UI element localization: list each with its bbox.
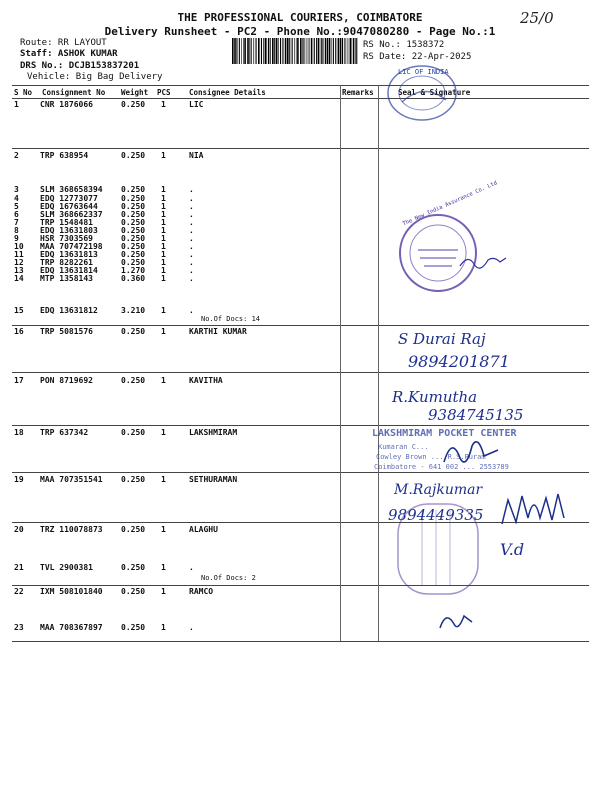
cell-pcs: 1 bbox=[161, 258, 166, 267]
cell-consignee: SETHURAMAN bbox=[189, 475, 238, 484]
cell-consignee: . bbox=[189, 234, 194, 243]
barcode-bar bbox=[329, 38, 331, 64]
col-header-consignee: Consignee Details bbox=[189, 88, 266, 97]
barcode-bar bbox=[289, 38, 290, 64]
barcode-bar bbox=[349, 38, 350, 64]
barcode-bar bbox=[287, 38, 289, 64]
barcode-bar bbox=[300, 38, 302, 64]
cell-consignment-no: SLM 368662337 bbox=[40, 210, 103, 219]
cell-consignment-no: PON 8719692 bbox=[40, 376, 93, 385]
rs-number: RS No.: 1538372 bbox=[363, 40, 445, 50]
cell-sno: 9 bbox=[14, 234, 19, 243]
rs-date: RS Date: 22-Apr-2025 bbox=[363, 52, 472, 62]
cell-pcs: 1 bbox=[161, 623, 166, 632]
cell-sno: 3 bbox=[14, 185, 19, 194]
barcode-bar bbox=[322, 38, 323, 64]
cell-consignee: . bbox=[189, 274, 194, 283]
cell-consignee: . bbox=[189, 226, 194, 235]
cell-consignment-no: EDQ 13631812 bbox=[40, 306, 98, 315]
handwritten-receiver-name: M.Rajkumar bbox=[394, 482, 483, 498]
cell-sno: 20 bbox=[14, 525, 24, 534]
cell-sno: 1 bbox=[14, 100, 19, 109]
barcode-bar bbox=[244, 38, 246, 64]
barcode-bar bbox=[265, 38, 267, 64]
cell-pcs: 1 bbox=[161, 151, 166, 160]
row-separator bbox=[12, 148, 589, 149]
barcode-bar bbox=[282, 38, 283, 64]
barcode-bar bbox=[314, 38, 315, 64]
col-header-weight: Weight bbox=[121, 88, 149, 97]
route-label: Route: RR LAYOUT bbox=[20, 38, 107, 48]
cell-consignee: ALAGHU bbox=[189, 525, 218, 534]
cell-weight: 0.250 bbox=[121, 250, 146, 259]
cell-consignment-no: HSR 7303569 bbox=[40, 234, 93, 243]
cell-weight: 0.250 bbox=[121, 234, 146, 243]
nia-stamp-text: The New India Assurance Co. Ltd bbox=[402, 180, 499, 228]
cell-sno: 5 bbox=[14, 202, 19, 211]
lakshmiram-stamp-line2: Kumaran C... bbox=[378, 443, 429, 451]
cell-weight: 0.250 bbox=[121, 587, 146, 596]
cell-consignee: . bbox=[189, 266, 194, 275]
cell-consignment-no: TVL 2900381 bbox=[40, 563, 93, 572]
cell-consignment-no: TRP 638954 bbox=[40, 151, 89, 160]
lic-stamp-text: LIC OF INDIA bbox=[398, 68, 449, 76]
cell-consignee: . bbox=[189, 210, 194, 219]
cell-consignee: . bbox=[189, 250, 194, 259]
cell-sno: 14 bbox=[14, 274, 24, 283]
cell-pcs: 1 bbox=[161, 587, 166, 596]
cell-weight: 0.250 bbox=[121, 218, 146, 227]
cell-weight: 0.250 bbox=[121, 100, 146, 109]
cell-sno: 17 bbox=[14, 376, 24, 385]
cell-consignee: KARTHI KUMAR bbox=[189, 327, 247, 336]
cell-weight: 0.250 bbox=[121, 185, 146, 194]
cell-weight: 3.210 bbox=[121, 306, 146, 315]
cell-sno: 15 bbox=[14, 306, 24, 315]
row19-signature bbox=[500, 488, 572, 530]
cell-consignee: RAMCO bbox=[189, 587, 214, 596]
barcode-bar bbox=[309, 38, 310, 64]
barcode-bar bbox=[350, 38, 352, 64]
barcode-bar bbox=[294, 38, 295, 64]
company-name: THE PROFESSIONAL COURIERS, COIMBATORE bbox=[177, 11, 423, 24]
handwritten-corner-note: 25/0 bbox=[520, 9, 554, 27]
cell-pcs: 1 bbox=[161, 274, 166, 283]
col-header-sno: S No bbox=[14, 88, 33, 97]
cell-weight: 0.250 bbox=[121, 258, 146, 267]
cell-sno: 23 bbox=[14, 623, 24, 632]
cell-consignment-no: MTP 1358143 bbox=[40, 274, 93, 283]
vehicle-label: Vehicle: Big Bag Delivery bbox=[27, 72, 163, 82]
col-header-remarks: Remarks bbox=[342, 88, 374, 97]
col-header-consignment: Consignment No bbox=[42, 88, 106, 97]
barcode-bar bbox=[356, 38, 357, 64]
cell-consignee: . bbox=[189, 623, 194, 632]
barcode-bar bbox=[247, 38, 249, 64]
cell-pcs: 1 bbox=[161, 100, 166, 109]
remarks-column-line bbox=[340, 85, 341, 641]
barcode-bar bbox=[274, 38, 275, 64]
cell-consignment-no: TRZ 110078873 bbox=[40, 525, 103, 534]
barcode-bar bbox=[261, 38, 262, 64]
handwritten-receiver-name: R.Kumutha bbox=[392, 388, 478, 406]
cell-weight: 0.250 bbox=[121, 226, 146, 235]
cell-consignee: NIA bbox=[189, 151, 204, 160]
doc-count: No.Of Docs: 14 bbox=[201, 315, 261, 323]
barcode-bar bbox=[321, 38, 322, 64]
staff-label: Staff: ASHOK KUMAR bbox=[20, 49, 118, 59]
cell-weight: 1.270 bbox=[121, 266, 146, 275]
barcode-bar bbox=[239, 38, 240, 64]
cell-consignment-no: IXM 508101840 bbox=[40, 587, 103, 596]
barcode-bar bbox=[270, 38, 271, 64]
cell-sno: 12 bbox=[14, 258, 24, 267]
cell-weight: 0.250 bbox=[121, 194, 146, 203]
cell-consignment-no: TRP 637342 bbox=[40, 428, 89, 437]
cell-consignee: . bbox=[189, 306, 194, 315]
barcode-bar bbox=[243, 38, 244, 64]
doc-count: No.Of Docs: 2 bbox=[201, 574, 256, 582]
cell-sno: 2 bbox=[14, 151, 19, 160]
cell-consignment-no: TRP 1548481 bbox=[40, 218, 93, 227]
cell-weight: 0.250 bbox=[121, 210, 146, 219]
cell-pcs: 1 bbox=[161, 428, 166, 437]
barcode-bar bbox=[342, 38, 343, 64]
col-header-seal: Seal & Signature bbox=[398, 88, 471, 97]
barcode-bar bbox=[296, 38, 297, 64]
cell-consignee: . bbox=[189, 218, 194, 227]
barcode-bar bbox=[251, 38, 252, 64]
barcode-bar bbox=[236, 38, 237, 64]
barcode-bar bbox=[234, 38, 236, 64]
cell-sno: 16 bbox=[14, 327, 24, 336]
cell-pcs: 1 bbox=[161, 226, 166, 235]
cell-sno: 19 bbox=[14, 475, 24, 484]
barcode-bar bbox=[347, 38, 348, 64]
nia-signature bbox=[458, 250, 508, 272]
barcode bbox=[232, 38, 360, 64]
barcode-bar bbox=[353, 38, 355, 64]
barcode-bar bbox=[256, 38, 257, 64]
barcode-bar bbox=[241, 38, 242, 64]
barcode-bar bbox=[303, 38, 304, 64]
cell-sno: 4 bbox=[14, 194, 19, 203]
handwritten-receiver-phone: 9894449335 bbox=[388, 506, 484, 524]
cell-consignee: . bbox=[189, 258, 194, 267]
cell-weight: 0.360 bbox=[121, 274, 146, 283]
barcode-bar bbox=[285, 38, 287, 64]
cell-consignment-no: EDQ 16763644 bbox=[40, 202, 98, 211]
row-separator bbox=[12, 585, 589, 586]
cell-weight: 0.250 bbox=[121, 202, 146, 211]
cell-weight: 0.250 bbox=[121, 563, 146, 572]
cell-consignment-no: EDQ 12773077 bbox=[40, 194, 98, 203]
barcode-bar bbox=[297, 38, 299, 64]
cell-weight: 0.250 bbox=[121, 428, 146, 437]
barcode-bar bbox=[335, 38, 336, 64]
cell-sno: 10 bbox=[14, 242, 24, 251]
cell-pcs: 1 bbox=[161, 250, 166, 259]
barcode-bar bbox=[280, 38, 281, 64]
cell-consignment-no: EDQ 13631813 bbox=[40, 250, 98, 259]
cell-sno: 6 bbox=[14, 210, 19, 219]
cell-weight: 0.250 bbox=[121, 525, 146, 534]
cell-consignment-no: SLM 368658394 bbox=[40, 185, 103, 194]
cell-sno: 13 bbox=[14, 266, 24, 275]
cell-sno: 22 bbox=[14, 587, 24, 596]
barcode-bar bbox=[338, 38, 340, 64]
barcode-bar bbox=[318, 38, 320, 64]
cell-pcs: 1 bbox=[161, 266, 166, 275]
seal-column-line bbox=[378, 85, 379, 641]
barcode-bar bbox=[327, 38, 328, 64]
drs-number: DRS No.: DCJB153837201 bbox=[20, 61, 140, 71]
cell-consignment-no: TRP 5081576 bbox=[40, 327, 93, 336]
cell-consignment-no: CNR 1876066 bbox=[40, 100, 93, 109]
cell-pcs: 1 bbox=[161, 525, 166, 534]
barcode-bar bbox=[292, 38, 293, 64]
barcode-bar bbox=[263, 38, 264, 64]
cell-consignee: . bbox=[189, 242, 194, 251]
runsheet-title: Delivery Runsheet - PC2 - Phone No.:9047080280 - Page No.:1 bbox=[104, 25, 496, 38]
barcode-bar bbox=[258, 38, 260, 64]
cell-pcs: 1 bbox=[161, 242, 166, 251]
cell-pcs: 1 bbox=[161, 327, 166, 336]
cell-pcs: 1 bbox=[161, 210, 166, 219]
barcode-bar bbox=[331, 38, 332, 64]
cell-consignee: . bbox=[189, 202, 194, 211]
cell-pcs: 1 bbox=[161, 202, 166, 211]
header-separator bbox=[12, 98, 589, 99]
cell-consignee: KAVITHA bbox=[189, 376, 223, 385]
cell-sno: 11 bbox=[14, 250, 24, 259]
cell-consignee: . bbox=[189, 185, 194, 194]
cell-pcs: 1 bbox=[161, 185, 166, 194]
table-top-border bbox=[12, 85, 589, 86]
barcode-bar bbox=[268, 38, 269, 64]
barcode-bar bbox=[308, 38, 309, 64]
barcode-bar bbox=[306, 38, 307, 64]
row-separator bbox=[12, 472, 589, 473]
barcode-bar bbox=[272, 38, 274, 64]
cell-pcs: 1 bbox=[161, 376, 166, 385]
handwritten-receiver-phone: 9894201871 bbox=[408, 352, 510, 371]
cell-consignment-no: MAA 707351541 bbox=[40, 475, 103, 484]
lakshmiram-stamp: LAKSHMIRAM POCKET CENTER bbox=[372, 428, 517, 439]
col-header-pcs: PCS bbox=[157, 88, 171, 97]
barcode-bar bbox=[255, 38, 256, 64]
row23-signature bbox=[436, 606, 476, 634]
cell-pcs: 1 bbox=[161, 475, 166, 484]
cell-consignment-no: MAA 707472198 bbox=[40, 242, 103, 251]
cell-weight: 0.250 bbox=[121, 151, 146, 160]
row20-signature: V.d bbox=[500, 540, 525, 559]
lakshmiram-stamp-line4: Coimbatore - 641 002 ... 2553789 bbox=[374, 463, 509, 471]
cell-consignment-no: EDQ 13631814 bbox=[40, 266, 98, 275]
cell-pcs: 1 bbox=[161, 234, 166, 243]
row-separator bbox=[12, 425, 589, 426]
barcode-bar bbox=[311, 38, 313, 64]
cell-weight: 0.250 bbox=[121, 623, 146, 632]
barcode-bar bbox=[232, 38, 234, 64]
lakshmiram-signature bbox=[440, 432, 504, 472]
cell-consignee: . bbox=[189, 194, 194, 203]
cell-consignee: LAKSHMIRAM bbox=[189, 428, 238, 437]
cell-weight: 0.250 bbox=[121, 242, 146, 251]
cell-sno: 21 bbox=[14, 563, 24, 572]
cell-consignment-no: TRP 8282261 bbox=[40, 258, 93, 267]
handwritten-receiver-phone: 9384745135 bbox=[428, 406, 524, 424]
cell-weight: 0.250 bbox=[121, 376, 146, 385]
barcode-bar bbox=[344, 38, 345, 64]
lakshmiram-stamp-line3: Cowley Brown ... R.S.Puram bbox=[376, 453, 486, 461]
barcode-bar bbox=[278, 38, 279, 64]
handwritten-receiver-name: S Durai Raj bbox=[398, 330, 486, 348]
barcode-bar bbox=[333, 38, 334, 64]
cell-weight: 0.250 bbox=[121, 327, 146, 336]
barcode-bar bbox=[302, 38, 303, 64]
cell-consignee: LIC bbox=[189, 100, 204, 109]
cell-consignment-no: MAA 708367897 bbox=[40, 623, 103, 632]
barcode-bar bbox=[276, 38, 278, 64]
cell-sno: 7 bbox=[14, 218, 19, 227]
row-separator bbox=[12, 325, 589, 326]
cell-sno: 18 bbox=[14, 428, 24, 437]
barcode-bar bbox=[355, 38, 356, 64]
cell-consignment-no: EDQ 13631803 bbox=[40, 226, 98, 235]
cell-pcs: 1 bbox=[161, 306, 166, 315]
cell-weight: 0.250 bbox=[121, 475, 146, 484]
barcode-bar bbox=[316, 38, 317, 64]
barcode-bar bbox=[340, 38, 342, 64]
cell-consignee: . bbox=[189, 563, 194, 572]
table-bottom-border bbox=[12, 641, 589, 642]
barcode-bar bbox=[253, 38, 254, 64]
cell-pcs: 1 bbox=[161, 563, 166, 572]
barcode-bar bbox=[325, 38, 327, 64]
cell-pcs: 1 bbox=[161, 194, 166, 203]
row-separator bbox=[12, 372, 589, 373]
barcode-bar bbox=[249, 38, 250, 64]
cell-pcs: 1 bbox=[161, 218, 166, 227]
cell-sno: 8 bbox=[14, 226, 19, 235]
